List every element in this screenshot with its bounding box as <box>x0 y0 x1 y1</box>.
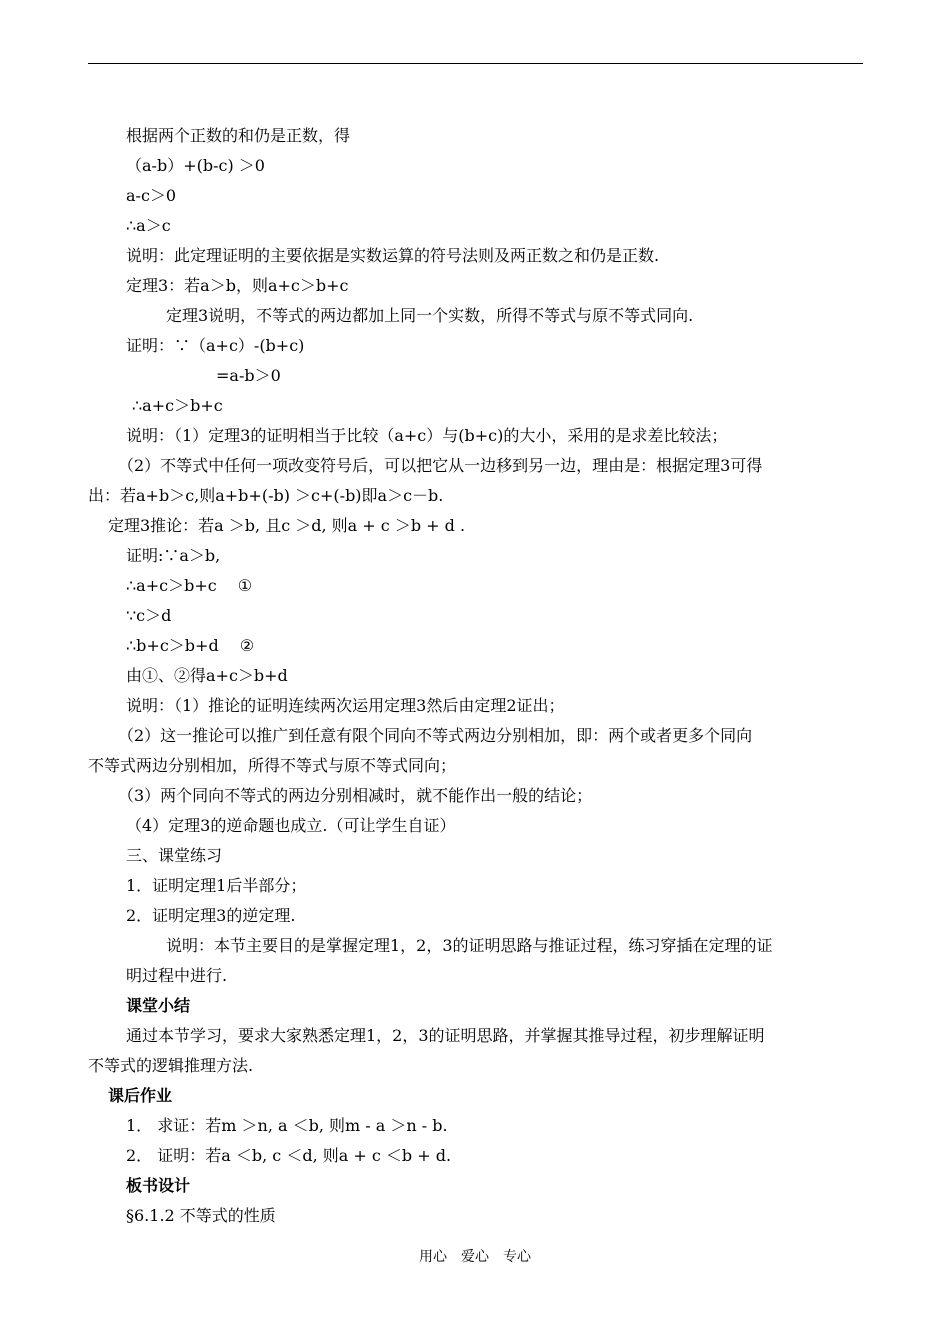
text-line: 说明：（1）定理3的证明相当于比较（a+c）与(b+c)的大小，采用的是求差比较法； <box>126 426 728 445</box>
list-item: 2．证明定理3的逆定理. <box>126 906 296 925</box>
text-line: （2）不等式中任何一项改变符号后，可以把它从一边移到另一边，理由是：根据定理3可得 <box>118 456 763 475</box>
page-footer: 用心 爱心 专心 <box>419 1249 531 1265</box>
list-item: 2． 证明：若a ＜b, c ＜d, 则a + c ＜b + d. <box>126 1146 452 1165</box>
text-line: 通过本节学习，要求大家熟悉定理1，2，3的证明思路，并掌握其推导过程，初步理解证明 <box>126 1026 765 1045</box>
text-line: （a-b）+(b-c) ＞0 <box>126 156 265 175</box>
text-line: ∴b+c＞b+d ② <box>126 636 255 655</box>
text-line: 明过程中进行. <box>126 966 228 985</box>
list-item: 1． 求证：若m ＞n, a ＜b, 则m - a ＞n - b. <box>126 1116 448 1135</box>
text-line: =a-b＞0 <box>216 366 281 385</box>
text-line: ∴a+c＞b+c <box>132 396 223 415</box>
section-heading: 三、课堂练习 <box>126 846 223 865</box>
section-heading: 课堂小结 <box>126 996 191 1015</box>
section-heading: 课后作业 <box>108 1086 173 1105</box>
text-line: （3）两个同向不等式的两边分别相减时，就不能作出一般的结论； <box>118 786 593 805</box>
text-line: ∵c＞d <box>126 606 172 625</box>
text-line: ∴a+c＞b+c ① <box>126 576 253 595</box>
text-line: 证明：∵（a+c）-(b+c) <box>126 336 305 355</box>
text-line: §6.1.2 不等式的性质 <box>126 1206 276 1225</box>
text-line: （4）定理3的逆命题也成立.（可让学生自证） <box>126 816 456 835</box>
corollary-3: 定理3推论：若a ＞b, 且c ＞d, 则a + c ＞b + d . <box>108 516 466 535</box>
text-line: 定理3说明，不等式的两边都加上同一个实数，所得不等式与原不等式同向. <box>166 306 694 325</box>
text-line: （2）这一推论可以推广到任意有限个同向不等式两边分别相加，即：两个或者更多个同向 <box>118 726 753 745</box>
header-rule <box>88 63 863 64</box>
text-line: 不等式两边分别相加，所得不等式与原不等式同向； <box>88 756 457 775</box>
text-line: 说明：（1）推论的证明连续两次运用定理3然后由定理2证出； <box>126 696 565 715</box>
text-line: 不等式的逻辑推理方法. <box>88 1056 254 1075</box>
text-line: 根据两个正数的和仍是正数，得 <box>126 126 351 145</box>
text-line: ∴a＞c <box>126 216 171 235</box>
theorem-3: 定理3：若a＞b，则a+c＞b+c <box>126 276 349 295</box>
text-line: 由①、②得a+c＞b+d <box>126 666 288 685</box>
text-line: 证明:∵a＞b, <box>126 546 221 565</box>
list-item: 1．证明定理1后半部分； <box>126 876 307 895</box>
section-heading: 板书设计 <box>126 1176 191 1195</box>
text-line: 出：若a+b＞c,则a+b+(-b) ＞c+(-b)即a＞c－b. <box>88 486 444 505</box>
text-line: 说明：本节主要目的是掌握定理1，2，3的证明思路与推证过程，练习穿插在定理的证 <box>166 936 773 955</box>
text-line: 说明：此定理证明的主要依据是实数运算的符号法则及两正数之和仍是正数. <box>126 246 660 265</box>
text-line: a-c＞0 <box>126 186 177 205</box>
